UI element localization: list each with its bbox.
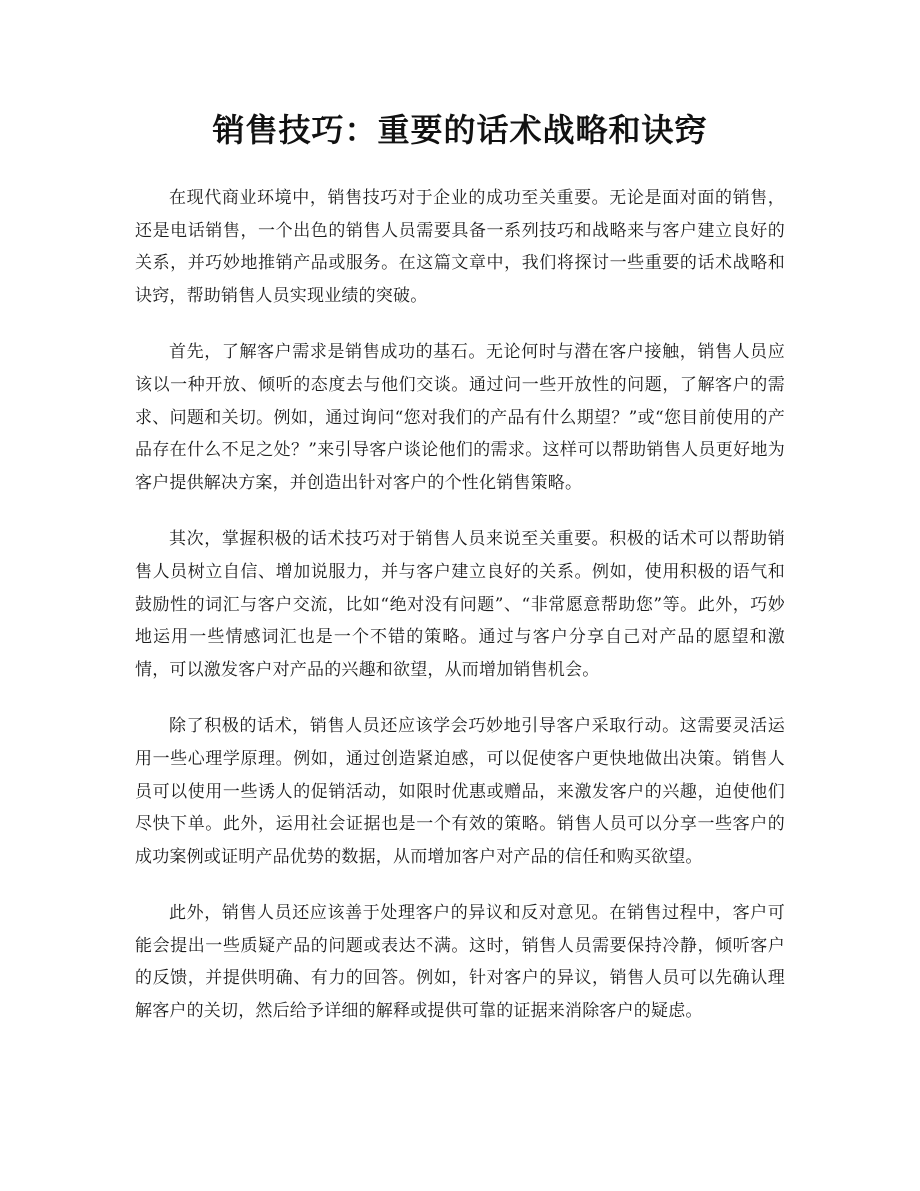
paragraph-4: 除了积极的话术，销售人员还应该学会巧妙地引导客户采取行动。这需要灵活运用一些心理学原理。例如，通过创造紧迫感，可以促使客户更快地做出决策。销售人员可以使用一些诱人的促销活动，如限时优惠或赠品，来激发客户的兴趣，迫使他们尽快下单。此外，运用社会证据也是一个有效的策略。销售人员可以分享一些客户的成功案例或证明产品优势的数据，从而增加客户对产品的信任和购买欲望。 [135, 716, 785, 867]
document-body [135, 182, 785, 1052]
paragraph-2: 首先，了解客户需求是销售成功的基石。无论何时与潜在客户接触，销售人员应该以一种开放、倾听的态度去与他们交谈。通过问一些开放性的问题，了解客户的需求、问题和关切。例如，通过询问“您对我们的产品有什么期望？”或“您目前使用的产品存在什么不足之处？”来引导客户谈论他们的需求。这样可以帮助销售人员更好地为客户提供解决方案，并创造出针对客户的个性化销售策略。 [135, 342, 785, 493]
paragraph-1: 在现代商业环境中，销售技巧对于企业的成功至关重要。无论是面对面的销售，还是电话销售，一个出色的销售人员需要具备一系列技巧和战略来与客户建立良好的关系，并巧妙地推销产品或服务。在这篇文章中，我们将探讨一些重要的话术战略和诀窍，帮助销售人员实现业绩的突破。 [135, 188, 785, 306]
paragraph-3: 其次，掌握积极的话术技巧对于销售人员来说至关重要。积极的话术可以帮助销售人员树立自信、增加说服力，并与客户建立良好的关系。例如，使用积极的语气和鼓励性的词汇与客户交流，比如“绝对没有问题”、“非常愿意帮助您”等。此外，巧妙地运用一些情感词汇也是一个不错的策略。通过与客户分享自己对产品的愿望和激情，可以激发客户对产品的兴趣和欲望，从而增加销售机会。 [135, 529, 785, 680]
document-title: 销售技巧：重要的话术战略和诀窍 [212, 111, 708, 149]
paragraph-5: 此外，销售人员还应该善于处理客户的异议和反对意见。在销售过程中，客户可能会提出一些质疑产品的问题或表达不满。这时，销售人员需要保持冷静，倾听客户的反馈，并提供明确、有力的回答。例如，针对客户的异议，销售人员可以先确认理解客户的关切，然后给予详细的解释或提供可靠的证据来消除客户的疑虑。 [135, 903, 785, 1022]
